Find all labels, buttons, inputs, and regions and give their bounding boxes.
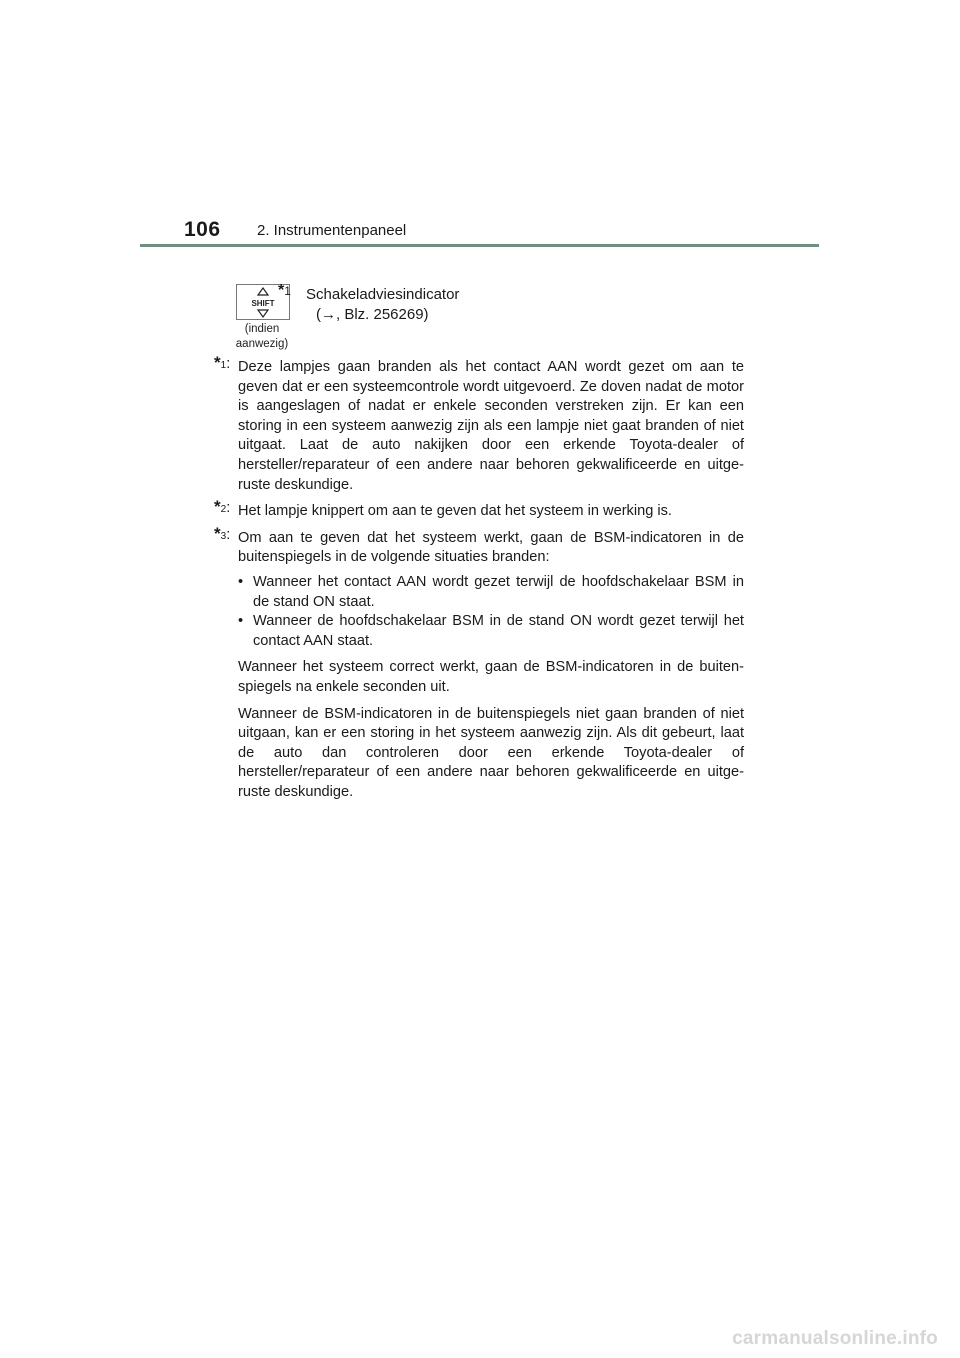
bullet-text: Wanneer de hoofdschakelaar BSM in de stand ON wordt gezet terwijl het contact AAN staat. xyxy=(253,613,744,649)
section-title: 2. Instrumentenpaneel xyxy=(257,222,407,239)
availability-note-line2: aanwezig) xyxy=(235,338,289,350)
bullet-marker: • xyxy=(238,613,244,630)
footnote-star: * xyxy=(278,282,285,299)
footnote-number: 1 xyxy=(284,284,291,298)
list-item xyxy=(238,612,744,651)
page-number: 106 xyxy=(184,218,221,241)
bullet-text: Wanneer het contact AAN wordt gezet terwijl de hoofdschakelaar BSM in de stand ON staat. xyxy=(253,573,744,610)
list-item xyxy=(238,573,744,612)
indicator-name: Schakeladviesindicator xyxy=(306,286,460,303)
indicator-description xyxy=(306,285,459,325)
availability-note-line1: (indien xyxy=(244,323,280,335)
footnote-marker: *$^2$: xyxy=(214,497,231,517)
footnote-marker: *$^1$: xyxy=(214,353,231,372)
footnote-text: Deze lampjes gaan branden als het contact AAN wordt gezet om aan te geven dat er een systeemcontrole wordt uitgevoerd. Ze doven nadat de motor is aangeslagen of nadat er enkele seconden verstreken zijn. Er kan een storing in een systeem aanwezig zijn als een lampje niet gaat branden of niet uitgaat. Laat de auto nakijken door een erkende Toyota-dealer of hersteller/reparateur of een andere naar behoren gekwalificeerde en uitge- ruste deskundige. xyxy=(238,359,744,493)
shift-icon-label: SHIFT xyxy=(251,299,275,308)
footnotes xyxy=(214,353,744,809)
indicator-footnote-ref xyxy=(278,282,291,300)
indicator-page-reference: (→, Blz. 256269) xyxy=(316,306,429,323)
footnote-text: Het lampje knippert om aan te geven dat het systeem in werking is. xyxy=(238,503,672,520)
header-rule xyxy=(140,244,819,247)
footnote-marker: *$^3$: xyxy=(214,523,231,543)
availability-note xyxy=(230,322,294,352)
bullet-marker: • xyxy=(238,573,244,590)
paragraph: Wanneer de BSM-indicatoren in de buitenspiegels niet gaan branden of niet uitgaan, kan er een storing in het systeem aanwezig zijn. Als dit gebeurt, laat de auto dan controleren door een erkende Toyota-dealer of hersteller/reparateur of een andere naar behoren gekwalificeerde en uitge- ruste deskundige. xyxy=(238,705,744,800)
bullet-list xyxy=(238,573,744,651)
footnote-1 xyxy=(214,353,744,495)
footnote-3 xyxy=(214,523,744,803)
indicator-row xyxy=(230,282,750,354)
footnote-text: Om aan te geven dat het systeem werkt, gaan de BSM-indicatoren in de buitenspiegels in de volgende situaties branden: xyxy=(238,529,744,566)
paragraph: Wanneer het systeem correct werkt, gaan de BSM-indicatoren in de buiten- spiegels na enkele seconden uit. xyxy=(238,659,744,695)
footnote-2 xyxy=(214,497,744,522)
watermark: carmanualsonline.info xyxy=(732,1328,938,1349)
